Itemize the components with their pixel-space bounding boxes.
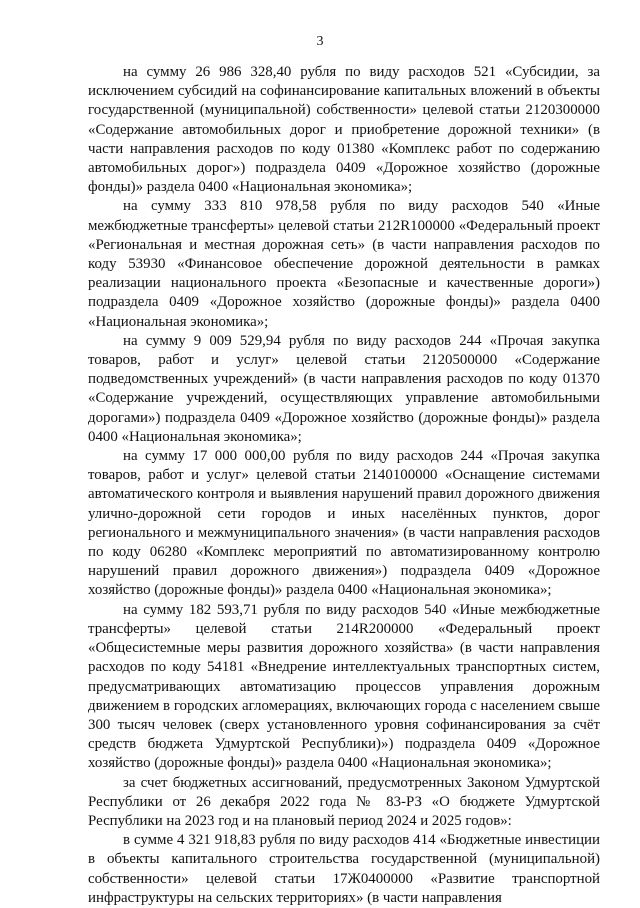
paragraph-interbudget-intelligent-transport: на сумму 182 593,71 рубля по виду расходов 540 «Иные межбюджетные трансферты» целевой статьи 214R200000 «Федеральный проект «Общесистемные меры развития дорожного хозяйства» (в части направления расходов по коду 54181 «Внедрение интеллектуальных транспортных систем, предусматривающих автоматизацию процессов управления дорожным движением в городских агломерациях, включающих города с населением свыше 300 тысяч человек (сверх установленного уровня софинансирования за счёт средств бюджета Удмуртской Республики)») подраздела 0409 «Дорожное хозяйство (дорожные фонды)» раздела 0400 «Национальная экономика»; (88, 601, 600, 772)
paragraph-budget-law-reference: за счет бюджетных ассигнований, предусмотренных Законом Удмуртской Республики от 26 декабря 2022 года № 83-РЗ «О бюджете Удмуртской Республики на 2023 год и на плановый период 2024 и 2025 годов»: (88, 774, 600, 829)
paragraph-procurement-subordinate-institutions: на сумму 9 009 529,94 рубля по виду расходов 244 «Прочая закупка товаров, работ и услуг» целевой статьи 2120500000 «Содержание подведомственных учреждений» (в части направления расходов по коду 01370 «Содержание учреждений, осуществляющих управление автомобильными дорогами») подраздела 0409 «Дорожное хозяйство (дорожные фонды)» раздела 0400 «Национальная экономика»; (88, 332, 600, 445)
document-body (88, 63, 600, 908)
paragraph-procurement-automatic-control: на сумму 17 000 000,00 рубля по виду расходов 244 «Прочая закупка товаров, работ и услуг» целевой статьи 2140100000 «Оснащение системами автоматического контроля и выявления нарушений правил дорожного движения улично-дорожной сети городов и иных населённых пунктов, дорог регионального и межмуниципального значения» (в части направления расходов по коду 06280 «Комплекс мероприятий по автоматизированному контролю нарушений правил дорожного движения») подраздела 0409 «Дорожное хозяйство (дорожные фонды)» раздела 0400 «Национальная экономика»; (88, 448, 600, 599)
paragraph-subsidy-roads-maintenance: на сумму 26 986 328,40 рубля по виду расходов 521 «Субсидии, за исключением субсидий на софинансирование капитальных вложений в объекты государственной (муниципальной) собственности» целевой статьи 2120300000 «Содержание автомобильных дорог и приобретение дорожной техники» (в части направления расходов по коду 01380 «Комплекс работ по содержанию автомобильных дорог») подраздела 0409 «Дорожное хозяйство (дорожные фонды)» раздела 0400 «Национальная экономика»; (88, 64, 600, 196)
paragraph-interbudget-regional-road-network: на сумму 333 810 978,58 рубля по виду расходов 540 «Иные межбюджетные трансферты» целевой статьи 212R100000 «Федеральный проект «Региональная и местная дорожная сеть» (в части направления расходов по коду 53930 «Финансовое обеспечение дорожной деятельности в рамках реализации национального проекта «Безопасные и качественные дороги») подраздела 0409 «Дорожное хозяйство (дорожные фонды)» раздела 0400 «Национальная экономика»; (88, 198, 600, 330)
page-number: 3 (316, 34, 324, 49)
paragraph-capital-investments-rural: в сумме 4 321 918,83 рубля по виду расходов 414 «Бюджетные инвестиции в объекты капитального строительства государственной (муниципальной) собственности» целевой статьи 17Ж0400000 «Развитие транспортной инфраструктуры на сельских территориях» (в части направления (88, 832, 600, 906)
